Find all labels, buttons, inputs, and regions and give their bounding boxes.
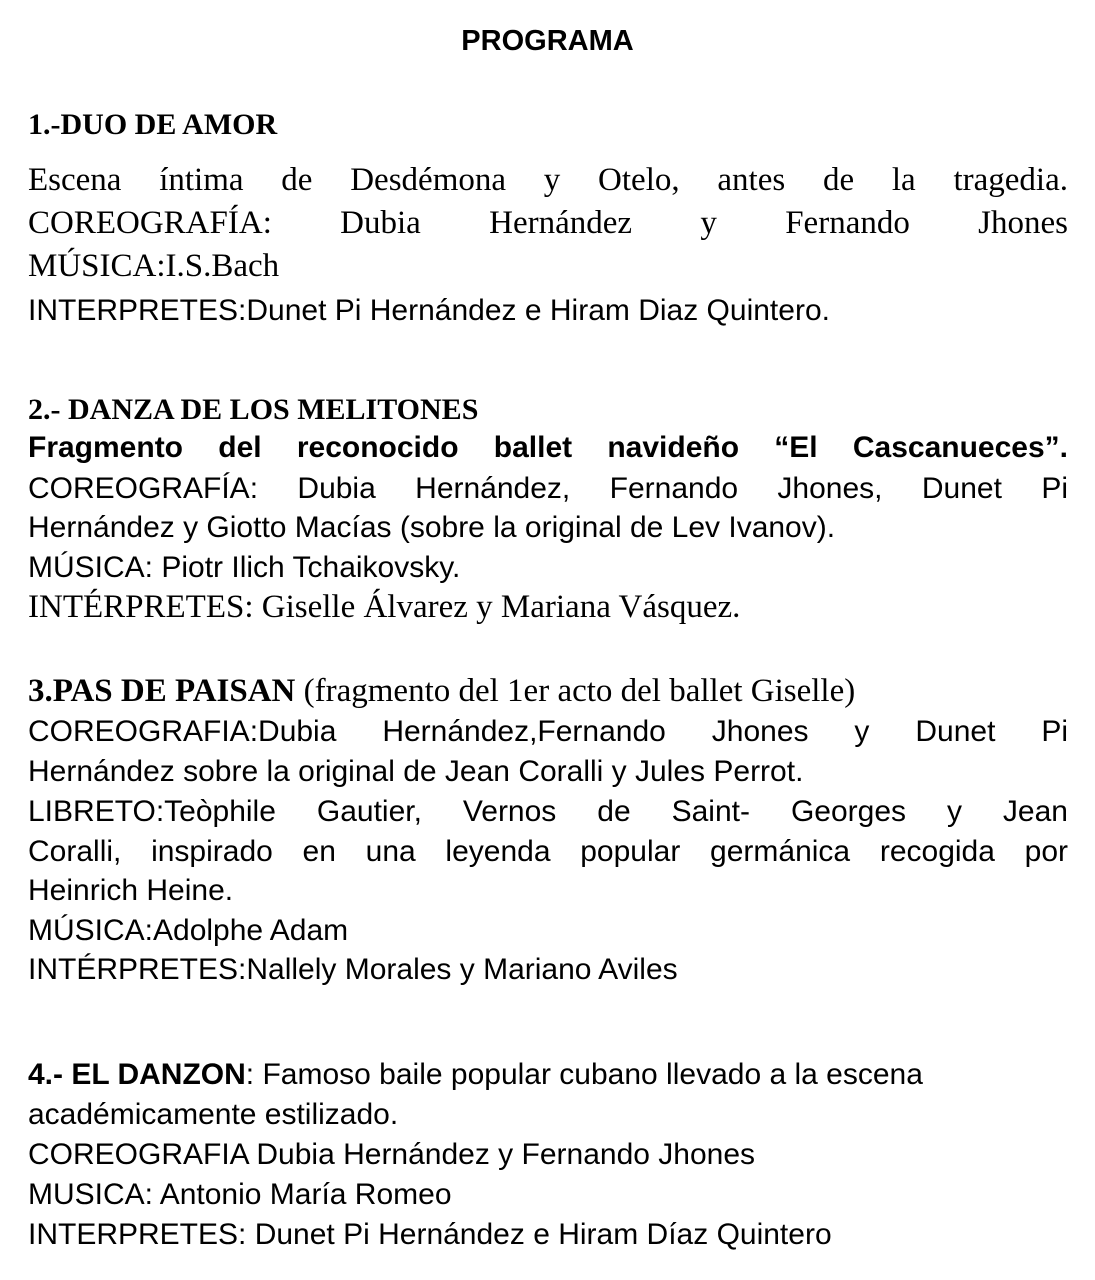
item-3-performers: INTÉRPRETES:Nallely Morales y Mariano Aviles <box>28 953 678 986</box>
item-2-choreography: COREOGRAFÍA: Dubia Hernández, Fernando Jhones, Dunet Pi <box>28 472 1068 505</box>
item-3-music: MÚSICA:Adolphe Adam <box>28 914 349 947</box>
item-2-music: MÚSICA: Piotr Ilich Tchaikovsky. <box>28 551 461 584</box>
item-2-performers: INTÉRPRETES: Giselle Álvarez y Mariana Vásquez. <box>28 589 741 625</box>
item-4-choreography: COREOGRAFIA Dubia Hernández y Fernando Jhones <box>28 1138 756 1171</box>
item-3-choreography: COREOGRAFIA:Dubia Hernández,Fernando Jhones y Dunet Pi <box>28 715 1068 748</box>
item-4-heading-note: : Famoso baile popular cubano llevado a la escena <box>245 1058 923 1091</box>
item-2-heading: 2.- DANZA DE LOS MELITONES <box>28 393 479 426</box>
item-1-music: MÚSICA:I.S.Bach <box>28 248 280 284</box>
item-4-heading-line <box>28 1058 1068 1092</box>
item-3-libretto-end: Heinrich Heine. <box>28 874 234 907</box>
item-3-heading: 3.PAS DE PAISAN <box>28 673 296 709</box>
item-1-choreography: COREOGRAFÍA: Dubia Hernández y Fernando Jhones <box>28 205 1068 241</box>
item-3-libretto-cont: Coralli, inspirado en una leyenda popular germánica recogida por <box>28 835 1068 868</box>
item-3-heading-note: (fragmento del 1er acto del ballet Giselle) <box>295 673 856 709</box>
item-3-choreography-cont: Hernández sobre la original de Jean Coralli y Jules Perrot. <box>28 755 804 788</box>
item-2-description: Fragmento del reconocido ballet navideño “El Cascanueces”. <box>28 431 1068 464</box>
item-3-libretto: LIBRETO:Teòphile Gautier, Vernos de Saint- Georges y Jean <box>28 795 1068 828</box>
item-4-performers: INTERPRETES: Dunet Pi Hernández e Hiram Díaz Quintero <box>28 1218 832 1251</box>
item-4-heading: 4.- EL DANZON <box>28 1058 246 1091</box>
item-4-description-cont: académicamente estilizado. <box>28 1098 399 1131</box>
program-title: PROGRAMA <box>461 25 634 57</box>
item-1-performers: INTERPRETES:Dunet Pi Hernández e Hiram Diaz Quintero. <box>28 294 830 327</box>
item-1-heading: 1.-DUO DE AMOR <box>28 108 278 141</box>
item-4-music: MUSICA: Antonio María Romeo <box>28 1178 452 1211</box>
item-2-choreography-cont: Hernández y Giotto Macías (sobre la original de Lev Ivanov). <box>28 511 836 544</box>
item-3-heading-line <box>28 673 1068 710</box>
item-1-description: Escena íntima de Desdémona y Otelo, antes de la tragedia. <box>28 162 1068 198</box>
